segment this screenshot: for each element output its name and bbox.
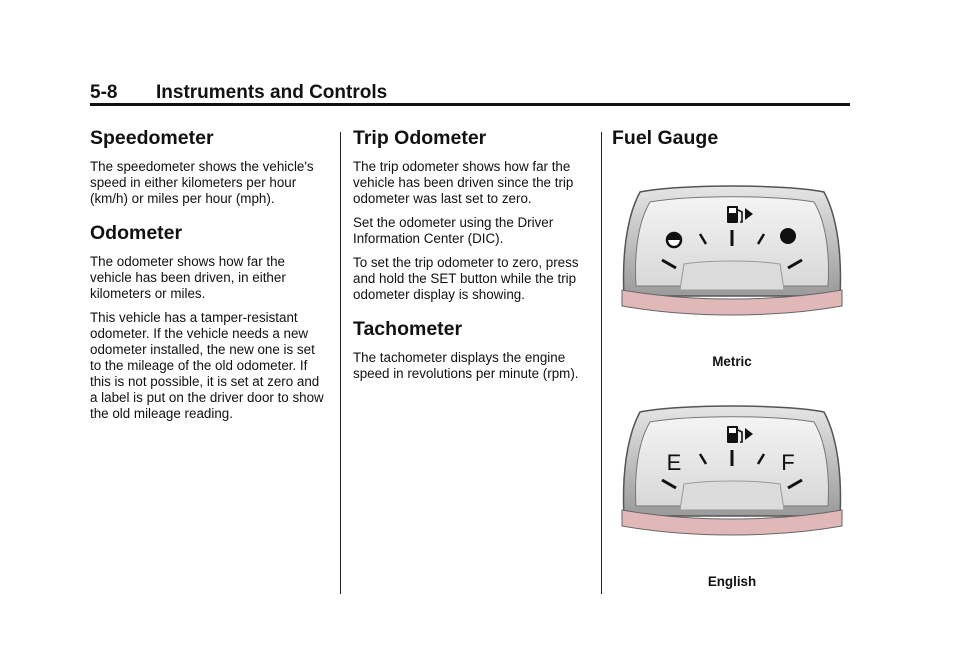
column-divider bbox=[601, 132, 602, 594]
trip-odometer-heading: Trip Odometer bbox=[353, 127, 487, 149]
chapter-title: Instruments and Controls bbox=[156, 82, 388, 103]
page-number: 5-8 bbox=[90, 82, 118, 103]
empty-label: E bbox=[666, 450, 682, 475]
trip-odometer-paragraph: The trip odometer shows how far the vehicle has been driven since the trip odometer was last set to zero. bbox=[353, 159, 574, 206]
speedometer-heading: Speedometer bbox=[90, 127, 214, 149]
column-3 bbox=[612, 126, 852, 596]
tachometer-paragraph: The tachometer displays the engine speed in revolutions per minute (rpm). bbox=[353, 350, 579, 381]
fuel-gauge-english-illustration bbox=[620, 398, 844, 538]
english-caption: English bbox=[707, 574, 757, 589]
page-header bbox=[90, 80, 850, 104]
fuel-gauge-heading: Fuel Gauge bbox=[612, 127, 719, 149]
fuel-gauge-metric-illustration bbox=[620, 178, 844, 318]
header-rule bbox=[90, 103, 850, 106]
full-circle-icon bbox=[780, 228, 796, 244]
metric-caption: Metric bbox=[712, 354, 752, 369]
full-label: F bbox=[781, 450, 795, 475]
tachometer-heading: Tachometer bbox=[353, 318, 463, 340]
odometer-heading: Odometer bbox=[90, 222, 183, 244]
speedometer-paragraph: The speedometer shows the vehicle's speed in either kilometers per hour (km/h) or miles per hour (mph). bbox=[90, 159, 314, 206]
trip-odometer-paragraph: Set the odometer using the Driver Information Center (DIC). bbox=[353, 215, 554, 246]
column-1 bbox=[90, 126, 328, 430]
column-2 bbox=[353, 126, 591, 390]
odometer-paragraph: The odometer shows how far the vehicle has been driven, in either kilometers or miles. bbox=[90, 254, 286, 301]
odometer-paragraph: This vehicle has a tamper-resistant odometer. If the vehicle needs a new odometer installed, the new one is set to the mileage of the old odometer. If this is not possible, it is set at zero and a label is put on the driver door to show the old mileage reading. bbox=[90, 310, 324, 421]
column-divider bbox=[340, 132, 341, 594]
trip-odometer-paragraph: To set the trip odometer to zero, press and hold the SET button while the trip odometer display is showing. bbox=[353, 255, 579, 302]
